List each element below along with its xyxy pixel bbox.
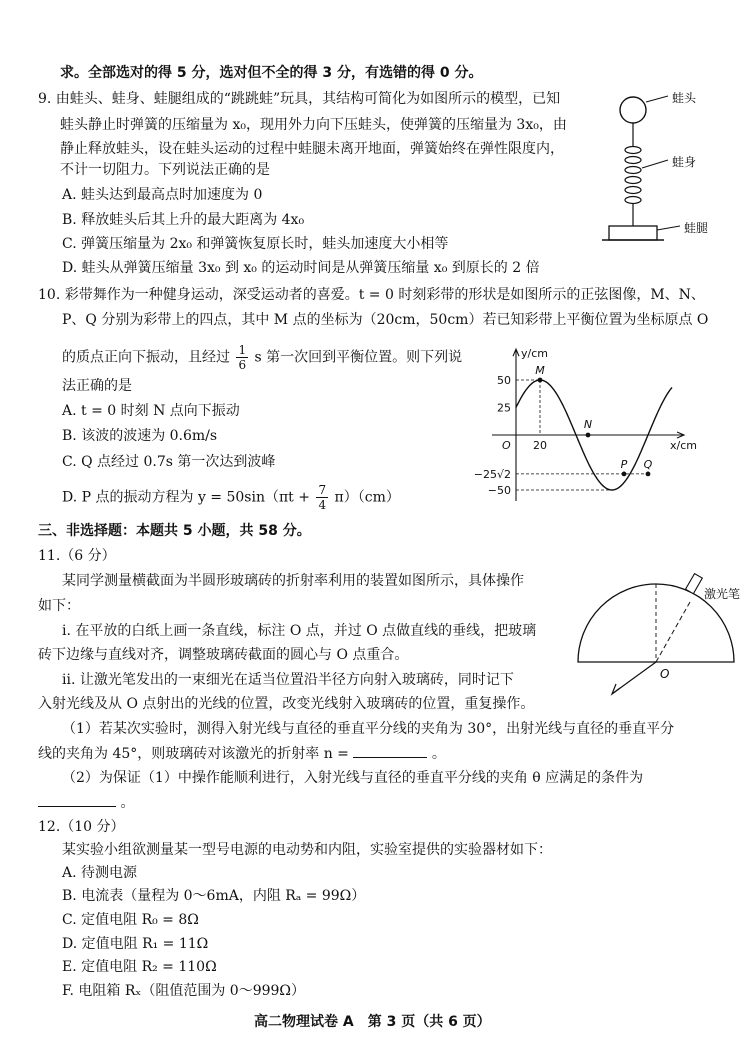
q10-fraction-den: 6 bbox=[238, 358, 247, 372]
q12-item-d: D. 定值电阻 R₁ = 11Ω bbox=[62, 936, 209, 952]
q11-line2: 如下： bbox=[38, 598, 80, 614]
point-m bbox=[538, 378, 543, 383]
q9-option-c: C. 弹簧压缩量为 2x₀ 和弹簧恢复原长时，蛙头加速度大小相等 bbox=[62, 236, 449, 252]
y-tick-label: 50 bbox=[497, 374, 511, 387]
q12-item-a: A. 待测电源 bbox=[62, 865, 138, 881]
label-legs: 蛙腿 bbox=[684, 221, 709, 235]
q10-line1: 10. 彩带舞作为一种健身运动，深受运动者的喜爱。t = 0 时刻彩带的形状是如图所示的正弦图像，M、N、 bbox=[38, 287, 705, 303]
q10-d-frac-num: 7 bbox=[318, 483, 327, 497]
q11-answer-blank-1[interactable] bbox=[353, 743, 427, 758]
origin-label: O bbox=[502, 439, 511, 452]
frog-head-circle bbox=[620, 97, 646, 123]
point-n bbox=[586, 433, 591, 438]
x-tick-label: 20 bbox=[533, 439, 547, 452]
q10-option-d bbox=[62, 483, 400, 512]
q10-line2: P、Q 分别为彩带上的四点，其中 M 点的坐标为（20cm，50cm）若已知彩带上平衡位置为坐标原点 O bbox=[62, 312, 709, 328]
q10-option-b: B. 该波的波速为 0.6m/s bbox=[62, 428, 218, 444]
q12-item-e: E. 定值电阻 R₂ = 110Ω bbox=[62, 959, 217, 975]
point-label-n: N bbox=[583, 418, 593, 431]
spring-coils bbox=[625, 147, 641, 204]
q11-part1-line2 bbox=[38, 743, 446, 764]
q10-line3-b: s 第一次回到平衡位置。则下列说 bbox=[254, 349, 463, 366]
q11-part2-line1: （2）为保证（1）中操作能顺利进行，入射光线与直径的垂直平分线的夹角 θ 应满足的条件为 bbox=[62, 770, 644, 786]
frog-legs-base bbox=[609, 226, 657, 240]
q11-heading: 11.（6 分） bbox=[38, 548, 116, 564]
intro-text: 求。全部选对的得 5 分，选对但不全的得 3 分，有选错的得 0 分。 bbox=[60, 65, 483, 81]
y-tick-label: 25 bbox=[497, 401, 511, 415]
frog-toy-figure bbox=[600, 88, 730, 258]
point-p bbox=[622, 471, 627, 476]
q10-option-d-fraction bbox=[316, 483, 328, 512]
label-o-point: O bbox=[660, 667, 670, 681]
laser-pen-icon bbox=[686, 574, 703, 594]
q9-option-a: A. 蛙头达到最高点时加速度为 0 bbox=[62, 187, 263, 203]
q10-option-a: A. t = 0 时刻 N 点向下振动 bbox=[62, 403, 240, 419]
q10-d-frac-den: 4 bbox=[318, 498, 327, 512]
q12-line1: 某实验小组欲测量某一型号电源的电动势和内阻，实验室提供的实验器材如下： bbox=[62, 842, 552, 858]
q11-part1-end: 。 bbox=[431, 746, 446, 762]
q10-line3-a: 的质点正向下振动，且经过 bbox=[62, 349, 230, 366]
q11-answer-blank-2[interactable] bbox=[38, 792, 116, 807]
point-label-p: P bbox=[620, 457, 628, 471]
q12-heading: 12.（10 分） bbox=[38, 819, 125, 835]
q11-line6: 入射光线及从 O 点射出的光线的位置，改变光线射入玻璃砖的位置，重复操作。 bbox=[38, 696, 535, 712]
y-tick-label: −50 bbox=[487, 484, 511, 497]
q10-fraction bbox=[236, 343, 248, 372]
q11-line5: ⅱ. 让激光笔发出的一束细光在适当位置沿半径方向射入玻璃砖，同时记下 bbox=[62, 672, 514, 688]
label-laser-pen: 激光笔 bbox=[704, 587, 741, 601]
glass-brick-figure bbox=[572, 580, 742, 698]
q11-line3: ⅰ. 在平放的白纸上画一条直线，标注 O 点，并过 O 点做直线的垂线，把玻璃 bbox=[62, 623, 537, 639]
q11-part2-line2 bbox=[38, 792, 134, 813]
incident-ray bbox=[656, 602, 690, 662]
q10-option-c: C. Q 点经过 0.7s 第一次达到波峰 bbox=[62, 454, 276, 470]
point-q bbox=[646, 471, 651, 476]
point-label-m: M bbox=[535, 364, 545, 377]
q10-line3 bbox=[62, 343, 462, 372]
q9-line4: 不计一切阻力。下列说法正确的是 bbox=[60, 162, 270, 178]
q10-option-d-b: π）（cm） bbox=[334, 489, 400, 506]
q9-line1: 9. 由蛙头、蛙身、蛙腿组成的“跳跳蛙”玩具，其结构可简化为如图所示的模型，已知 bbox=[38, 91, 561, 107]
q10-option-d-a: D. P 点的振动方程为 y = 50sin（πt + bbox=[62, 489, 310, 506]
point-label-q: Q bbox=[643, 457, 653, 471]
section-3-heading: 三、非选择题：本题共 5 小题，共 58 分。 bbox=[38, 523, 311, 539]
label-head: 蛙头 bbox=[672, 91, 697, 105]
q11-part1-text: 线的夹角为 45°，则玻璃砖对该激光的折射率 n = bbox=[38, 746, 349, 762]
q9-line2: 蛙头静止时弹簧的压缩量为 x₀，现用外力向下压蛙头，使弹簧的压缩量为 3x₀，由 bbox=[60, 117, 567, 133]
y-axis-label: y/cm bbox=[521, 347, 548, 361]
q9-line3: 静止释放蛙头，设在蛙头运动的过程中蛙腿未离开地面，弹簧始终在弹性限度内， bbox=[60, 141, 564, 157]
q9-option-b: B. 释放蛙头后其上升的最大距离为 4x₀ bbox=[62, 212, 305, 228]
y-tick-label: −25√2 bbox=[473, 467, 511, 481]
q9-option-d: D. 蛙头从弹簧压缩量 3x₀ 到 x₀ 的运动时间是从弹簧压缩量 x₀ 到原长的 2 倍 bbox=[62, 260, 540, 276]
wave-chart bbox=[473, 325, 728, 500]
q11-line1: 某同学测量横截面为半圆形玻璃砖的折射率利用的装置如图所示，具体操作 bbox=[62, 573, 524, 589]
x-axis-label: x/cm bbox=[670, 439, 697, 452]
q11-part1-line1: （1）若某次实验时，测得入射光线与直径的垂直平分线的夹角为 30°，出射光线与直径的垂直平分 bbox=[62, 721, 675, 737]
label-body: 蛙身 bbox=[672, 155, 697, 169]
q12-item-b: B. 电流表（量程为 0～6mA，内阻 Rₐ = 99Ω） bbox=[62, 888, 366, 904]
q12-item-f: F. 电阻箱 Rₓ（阻值范围为 0～999Ω） bbox=[62, 983, 306, 999]
q10-line4: 法正确的是 bbox=[62, 378, 132, 394]
q10-fraction-num: 1 bbox=[238, 343, 247, 357]
q12-item-c: C. 定值电阻 R₀ = 8Ω bbox=[62, 912, 199, 928]
page-footer: 高二物理试卷 A 第 3 页（共 6 页） bbox=[254, 1014, 491, 1030]
q11-part2-end: 。 bbox=[120, 795, 135, 811]
q11-line4: 砖下边缘与直线对齐，调整玻璃砖截面的圆心与 O 点重合。 bbox=[38, 647, 409, 663]
